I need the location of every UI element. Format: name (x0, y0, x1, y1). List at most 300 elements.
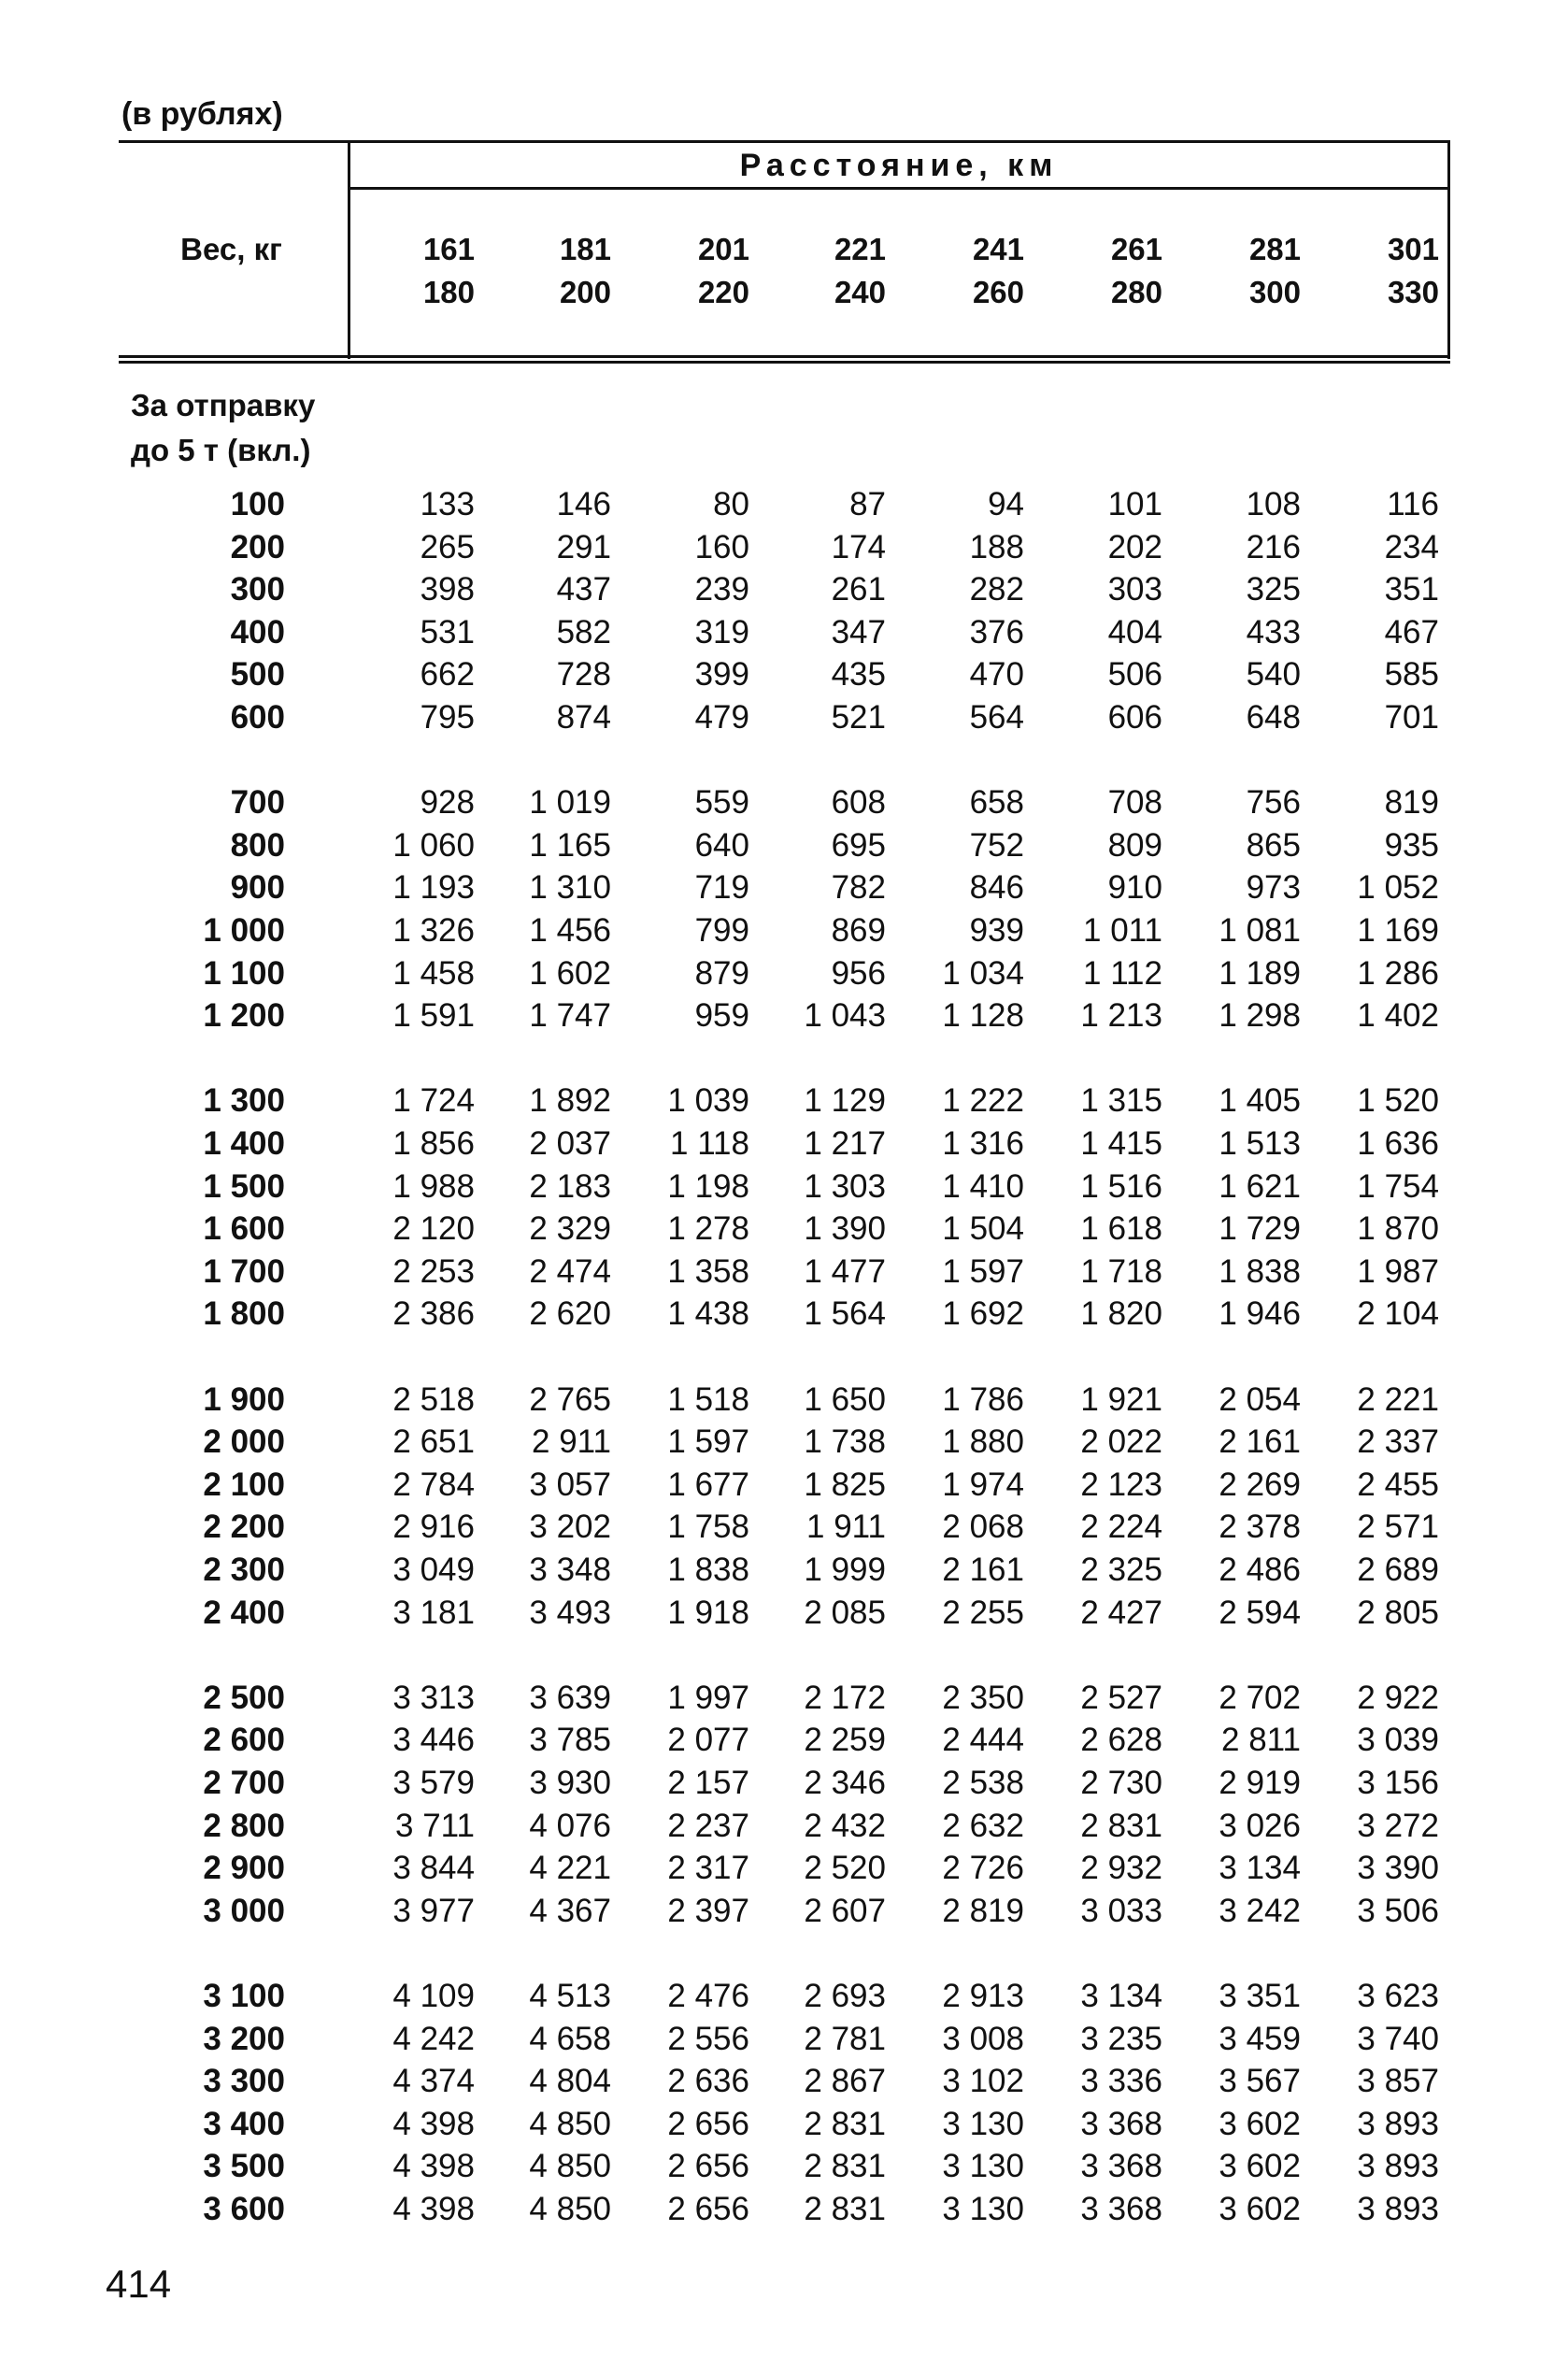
price-cell: 87 (849, 486, 886, 522)
weight-cell: 700 (230, 784, 285, 822)
price-cell: 2 068 (942, 1509, 1024, 1546)
price-cell: 2 325 (1080, 1552, 1162, 1588)
price-cell: 404 (1107, 613, 1162, 651)
price-cell: 1 911 (806, 1509, 886, 1546)
distance-range-to: 220 (697, 275, 749, 309)
price-cell: 2 538 (942, 1765, 1024, 1801)
price-cell: 3 857 (1357, 2063, 1439, 2100)
price-cell: 4 374 (392, 2063, 475, 2100)
weight-cell: 2 300 (203, 1552, 285, 1588)
price-cell: 325 (1246, 571, 1301, 608)
price-cell: 1 390 (804, 1210, 886, 1248)
price-cell: 1 988 (392, 1167, 475, 1205)
price-cell: 799 (694, 912, 749, 949)
price-cell: 846 (969, 869, 1024, 907)
price-cell: 80 (713, 486, 749, 522)
price-cell: 2 474 (529, 1252, 611, 1290)
price-cell: 3 026 (1219, 1807, 1301, 1844)
weight-cell: 3 400 (203, 2105, 285, 2142)
price-cell: 819 (1384, 784, 1439, 822)
price-cell: 1 217 (804, 1125, 886, 1162)
price-cell: 1 921 (1080, 1380, 1162, 1418)
price-cell: 4 242 (392, 2020, 475, 2057)
weight-cell: 1 900 (203, 1380, 285, 1418)
price-cell: 2 805 (1357, 1594, 1439, 1631)
price-cell: 1 870 (1357, 1210, 1439, 1248)
price-cell: 470 (969, 656, 1024, 694)
price-cell: 531 (420, 613, 475, 651)
distance-range-from: 281 (1248, 232, 1301, 266)
price-cell: 3 893 (1357, 2148, 1439, 2185)
weight-cell: 1 700 (203, 1252, 285, 1290)
weight-cell: 2 000 (203, 1423, 285, 1461)
price-cell: 658 (969, 784, 1024, 822)
price-cell: 398 (420, 571, 475, 608)
price-cell: 1 997 (667, 1679, 749, 1716)
price-cell: 3 602 (1219, 2191, 1301, 2227)
price-cell: 2 104 (1357, 1295, 1439, 1333)
price-cell: 4 398 (392, 2191, 475, 2227)
price-cell: 2 397 (667, 1892, 749, 1929)
price-cell: 1 636 (1357, 1125, 1439, 1162)
price-cell: 174 (831, 528, 886, 565)
weight-cell: 3 100 (203, 1978, 285, 2014)
price-cell: 3 602 (1219, 2105, 1301, 2142)
price-cell: 1 602 (529, 954, 611, 992)
price-cell: 3 202 (529, 1509, 611, 1546)
price-cell: 1 438 (667, 1295, 749, 1333)
price-cell: 347 (831, 613, 886, 651)
price-cell: 3 459 (1219, 2020, 1301, 2057)
price-cell: 1 043 (804, 997, 886, 1035)
distance-range-to: 180 (422, 275, 475, 309)
price-cell: 1 825 (804, 1466, 886, 1503)
price-cell: 1 477 (804, 1252, 886, 1290)
price-cell: 2 455 (1357, 1466, 1439, 1503)
price-cell: 1 650 (804, 1380, 886, 1418)
weight-cell: 1 500 (203, 1167, 285, 1205)
table-top-rule (119, 140, 1450, 143)
weight-cell: 800 (230, 826, 285, 864)
price-cell: 1 169 (1357, 912, 1439, 949)
price-cell: 1 892 (529, 1082, 611, 1120)
price-cell: 1 112 (1083, 954, 1162, 992)
price-cell: 4 850 (529, 2148, 611, 2185)
price-cell: 608 (831, 784, 886, 822)
price-cell: 2 831 (1080, 1807, 1162, 1844)
price-cell: 910 (1107, 869, 1162, 907)
distance-range-to: 240 (834, 275, 886, 309)
price-cell: 959 (694, 997, 749, 1035)
price-cell: 3 242 (1219, 1892, 1301, 1929)
distance-range-to: 300 (1248, 275, 1301, 309)
price-cell: 1 718 (1080, 1252, 1162, 1290)
price-cell: 435 (831, 656, 886, 694)
weight-cell: 1 400 (203, 1125, 285, 1162)
price-cell: 2 730 (1080, 1765, 1162, 1801)
price-cell: 1 838 (667, 1552, 749, 1588)
price-cell: 4 850 (529, 2191, 611, 2227)
price-cell: 1 315 (1080, 1082, 1162, 1120)
price-cell: 3 039 (1357, 1722, 1439, 1759)
price-cell: 3 130 (942, 2191, 1024, 2227)
header-mid-rule (348, 187, 1450, 190)
weight-cell: 1 000 (203, 912, 285, 949)
header-bottom-rule-1 (119, 355, 1450, 358)
price-cell: 351 (1384, 571, 1439, 608)
price-cell: 1 838 (1219, 1252, 1301, 1290)
price-cell: 291 (556, 528, 611, 565)
distance-title: Расстояние, км (739, 148, 1059, 183)
price-cell: 1 591 (392, 997, 475, 1035)
price-cell: 3 134 (1080, 1978, 1162, 2014)
price-cell: 2 913 (942, 1978, 1024, 2014)
price-cell: 2 693 (804, 1978, 886, 2014)
price-cell: 2 656 (667, 2105, 749, 2142)
price-cell: 2 269 (1219, 1466, 1301, 1503)
price-cell: 101 (1107, 486, 1162, 522)
price-cell: 695 (831, 826, 886, 864)
price-cell: 640 (694, 826, 749, 864)
header-bottom-rule-2 (119, 361, 1450, 364)
price-cell: 1 198 (667, 1167, 749, 1205)
distance-range-to: 330 (1387, 275, 1439, 309)
price-cell: 1 692 (942, 1295, 1024, 1333)
price-cell: 2 867 (804, 2063, 886, 2100)
weight-cell: 2 600 (203, 1722, 285, 1759)
price-cell: 1 316 (942, 1125, 1024, 1162)
price-cell: 2 932 (1080, 1850, 1162, 1887)
price-cell: 1 504 (942, 1210, 1024, 1248)
price-cell: 1 415 (1080, 1125, 1162, 1162)
distance-range-from: 181 (559, 232, 611, 266)
price-cell: 1 754 (1357, 1167, 1439, 1205)
price-cell: 1 520 (1357, 1082, 1439, 1120)
price-cell: 4 367 (529, 1892, 611, 1929)
price-cell: 1 880 (942, 1423, 1024, 1461)
price-cell: 3 235 (1080, 2020, 1162, 2057)
weight-cell: 900 (230, 869, 285, 907)
price-cell: 3 336 (1080, 2063, 1162, 2100)
price-cell: 1 405 (1219, 1082, 1301, 1120)
price-cell: 2 337 (1357, 1423, 1439, 1461)
price-cell: 1 193 (392, 869, 475, 907)
price-cell: 2 922 (1357, 1679, 1439, 1716)
price-cell: 1 738 (804, 1423, 886, 1461)
price-cell: 1 011 (1083, 912, 1162, 949)
price-cell: 2 255 (942, 1594, 1024, 1631)
price-cell: 756 (1246, 784, 1301, 822)
price-cell: 879 (694, 954, 749, 992)
weight-cell: 2 700 (203, 1765, 285, 1801)
price-cell: 2 085 (804, 1594, 886, 1631)
price-cell: 3 368 (1080, 2191, 1162, 2227)
price-cell: 1 747 (529, 997, 611, 1035)
price-cell: 2 183 (529, 1167, 611, 1205)
weight-cell: 3 300 (203, 2063, 285, 2100)
price-cell: 437 (556, 571, 611, 608)
price-cell: 2 253 (392, 1252, 475, 1290)
price-cell: 94 (988, 486, 1024, 522)
price-cell: 4 804 (529, 2063, 611, 2100)
price-cell: 116 (1387, 486, 1439, 522)
price-cell: 2 427 (1080, 1594, 1162, 1631)
price-cell: 2 726 (942, 1850, 1024, 1887)
price-cell: 1 286 (1357, 954, 1439, 992)
price-cell: 1 326 (392, 912, 475, 949)
price-cell: 1 019 (529, 784, 611, 822)
price-cell: 146 (556, 486, 611, 522)
distance-range-to: 280 (1110, 275, 1162, 309)
distance-range-from: 221 (834, 232, 886, 266)
price-cell: 2 123 (1080, 1466, 1162, 1503)
distance-range-to: 260 (972, 275, 1024, 309)
price-cell: 1 597 (942, 1252, 1024, 1290)
weight-cell: 3 600 (203, 2191, 285, 2227)
price-cell: 3 893 (1357, 2191, 1439, 2227)
price-cell: 2 765 (529, 1380, 611, 1418)
price-cell: 701 (1384, 699, 1439, 736)
price-cell: 2 628 (1080, 1722, 1162, 1759)
price-cell: 1 974 (942, 1466, 1024, 1503)
weight-cell: 500 (230, 656, 285, 694)
price-cell: 2 520 (804, 1850, 886, 1887)
price-cell: 319 (694, 613, 749, 651)
price-cell: 956 (831, 954, 886, 992)
price-cell: 1 310 (529, 869, 611, 907)
price-cell: 2 224 (1080, 1509, 1162, 1546)
price-cell: 2 689 (1357, 1552, 1439, 1588)
price-cell: 2 594 (1219, 1594, 1301, 1631)
price-cell: 2 620 (529, 1295, 611, 1333)
price-cell: 939 (969, 912, 1024, 949)
price-cell: 3 134 (1219, 1850, 1301, 1887)
price-cell: 973 (1246, 869, 1301, 907)
price-cell: 261 (831, 571, 886, 608)
weight-cell: 3 200 (203, 2020, 285, 2057)
price-cell: 3 623 (1357, 1978, 1439, 2014)
price-cell: 2 432 (804, 1807, 886, 1844)
price-cell: 2 161 (942, 1552, 1024, 1588)
price-cell: 2 486 (1219, 1552, 1301, 1588)
price-cell: 1 128 (942, 997, 1024, 1035)
price-cell: 2 037 (529, 1125, 611, 1162)
price-cell: 3 033 (1080, 1892, 1162, 1929)
price-cell: 3 844 (392, 1850, 475, 1887)
price-cell: 2 386 (392, 1295, 475, 1333)
price-cell: 865 (1246, 826, 1301, 864)
price-cell: 648 (1246, 699, 1301, 736)
price-cell: 582 (556, 613, 611, 651)
shipment-label (131, 383, 355, 473)
weight-cell: 1 800 (203, 1295, 285, 1333)
price-cell: 2 916 (392, 1509, 475, 1546)
page-number: 414 (106, 2262, 172, 2306)
price-cell: 1 129 (804, 1082, 886, 1120)
price-cell: 1 402 (1357, 997, 1439, 1035)
price-cell: 3 740 (1357, 2020, 1439, 2057)
price-cell: 2 632 (942, 1807, 1024, 1844)
price-cell: 1 786 (942, 1380, 1024, 1418)
price-cell: 3 893 (1357, 2105, 1439, 2142)
price-cell: 3 977 (392, 1892, 475, 1929)
price-cell: 479 (694, 699, 749, 736)
price-cell: 2 781 (804, 2020, 886, 2057)
weight-cell: 1 100 (203, 954, 285, 992)
price-cell: 3 579 (392, 1765, 475, 1801)
price-cell: 2 317 (667, 1850, 749, 1887)
weight-cell: 3 500 (203, 2148, 285, 2185)
price-cell: 2 636 (667, 2063, 749, 2100)
price-cell: 4 221 (529, 1850, 611, 1887)
price-cell: 2 378 (1219, 1509, 1301, 1546)
shipment-label-line1: За отправку (131, 388, 316, 422)
price-cell: 2 157 (667, 1765, 749, 1801)
price-cell: 3 446 (392, 1722, 475, 1759)
price-cell: 2 911 (532, 1423, 611, 1461)
weight-cell: 3 000 (203, 1892, 285, 1929)
price-cell: 2 346 (804, 1765, 886, 1801)
price-cell: 239 (694, 571, 749, 608)
price-cell: 1 165 (529, 826, 611, 864)
price-cell: 2 831 (804, 2191, 886, 2227)
price-cell: 1 213 (1080, 997, 1162, 1035)
price-cell: 3 390 (1357, 1850, 1439, 1887)
distance-range-to: 200 (559, 275, 611, 309)
price-cell: 1 410 (942, 1167, 1024, 1205)
price-cell: 3 181 (392, 1594, 475, 1631)
price-cell: 4 109 (392, 1978, 475, 2014)
price-cell: 2 054 (1219, 1380, 1301, 1418)
price-cell: 133 (420, 486, 475, 522)
price-cell: 3 506 (1357, 1892, 1439, 1929)
unit-note: (в рублях) (121, 96, 283, 132)
weight-cell: 2 800 (203, 1807, 285, 1844)
price-cell: 1 946 (1219, 1295, 1301, 1333)
price-cell: 1 298 (1219, 997, 1301, 1035)
price-cell: 1 856 (392, 1125, 475, 1162)
price-cell: 2 120 (392, 1210, 475, 1248)
price-cell: 2 656 (667, 2191, 749, 2227)
price-cell: 1 456 (529, 912, 611, 949)
weight-cell: 1 300 (203, 1082, 285, 1120)
price-cell: 4 076 (529, 1807, 611, 1844)
price-cell: 1 564 (804, 1295, 886, 1333)
price-cell: 2 831 (804, 2148, 886, 2185)
price-cell: 216 (1246, 528, 1301, 565)
price-cell: 1 518 (667, 1380, 749, 1418)
price-cell: 1 597 (667, 1423, 749, 1461)
price-cell: 752 (969, 826, 1024, 864)
price-cell: 1 677 (667, 1466, 749, 1503)
price-cell: 2 444 (942, 1722, 1024, 1759)
weight-cell: 300 (230, 571, 285, 608)
price-cell: 2 919 (1219, 1765, 1301, 1801)
price-cell: 3 368 (1080, 2105, 1162, 2142)
price-cell: 3 639 (529, 1679, 611, 1716)
price-cell: 2 077 (667, 1722, 749, 1759)
weight-cell: 1 600 (203, 1210, 285, 1248)
weight-cell: 400 (230, 613, 285, 651)
price-cell: 4 513 (529, 1978, 611, 2014)
price-cell: 1 081 (1219, 912, 1301, 949)
price-cell: 3 272 (1357, 1807, 1439, 1844)
price-cell: 564 (969, 699, 1024, 736)
price-cell: 3 785 (529, 1722, 611, 1759)
price-cell: 2 651 (392, 1423, 475, 1461)
weight-cell: 2 200 (203, 1509, 285, 1546)
price-cell: 2 350 (942, 1679, 1024, 1716)
price-cell: 2 237 (667, 1807, 749, 1844)
price-cell: 202 (1107, 528, 1162, 565)
price-cell: 2 022 (1080, 1423, 1162, 1461)
price-cell: 376 (969, 613, 1024, 651)
price-cell: 3 130 (942, 2105, 1024, 2142)
price-cell: 869 (831, 912, 886, 949)
price-cell: 2 259 (804, 1722, 886, 1759)
price-cell: 1 358 (667, 1252, 749, 1290)
price-cell: 3 602 (1219, 2148, 1301, 2185)
price-cell: 1 513 (1219, 1125, 1301, 1162)
distance-range-from: 301 (1387, 232, 1439, 266)
price-cell: 3 711 (395, 1807, 475, 1844)
price-cell: 3 567 (1219, 2063, 1301, 2100)
price-cell: 4 398 (392, 2105, 475, 2142)
price-cell: 1 118 (670, 1125, 749, 1162)
weight-cell: 2 100 (203, 1466, 285, 1503)
price-cell: 3 130 (942, 2148, 1024, 2185)
price-cell: 3 008 (942, 2020, 1024, 2057)
price-cell: 1 621 (1219, 1167, 1301, 1205)
price-cell: 1 052 (1357, 869, 1439, 907)
price-cell: 3 348 (529, 1552, 611, 1588)
price-cell: 782 (831, 869, 886, 907)
weight-cell: 2 500 (203, 1679, 285, 1716)
price-cell: 606 (1107, 699, 1162, 736)
weight-cell: 200 (230, 528, 285, 565)
price-cell: 1 189 (1219, 954, 1301, 992)
price-cell: 2 656 (667, 2148, 749, 2185)
weight-cell: 100 (230, 486, 285, 522)
price-cell: 521 (831, 699, 886, 736)
price-cell: 874 (556, 699, 611, 736)
price-cell: 303 (1107, 571, 1162, 608)
price-cell: 1 999 (804, 1552, 886, 1588)
price-cell: 1 278 (667, 1210, 749, 1248)
price-cell: 1 918 (667, 1594, 749, 1631)
price-cell: 795 (420, 699, 475, 736)
price-cell: 188 (969, 528, 1024, 565)
price-cell: 1 458 (392, 954, 475, 992)
price-cell: 2 702 (1219, 1679, 1301, 1716)
price-cell: 3 313 (392, 1679, 475, 1716)
header-right-border (1447, 142, 1450, 359)
price-cell: 4 850 (529, 2105, 611, 2142)
price-cell: 1 060 (392, 826, 475, 864)
weight-header: Вес, кг (180, 232, 282, 266)
price-cell: 3 156 (1357, 1765, 1439, 1801)
price-cell: 540 (1246, 656, 1301, 694)
price-cell: 662 (420, 656, 475, 694)
price-cell: 108 (1246, 486, 1301, 522)
price-cell: 1 034 (942, 954, 1024, 992)
distance-range-from: 261 (1110, 232, 1162, 266)
distance-range-from: 241 (972, 232, 1024, 266)
shipment-label-line2: до 5 т (вкл.) (131, 433, 311, 467)
price-cell: 2 172 (804, 1679, 886, 1716)
price-cell: 1 618 (1080, 1210, 1162, 1248)
price-cell: 2 221 (1357, 1380, 1439, 1418)
